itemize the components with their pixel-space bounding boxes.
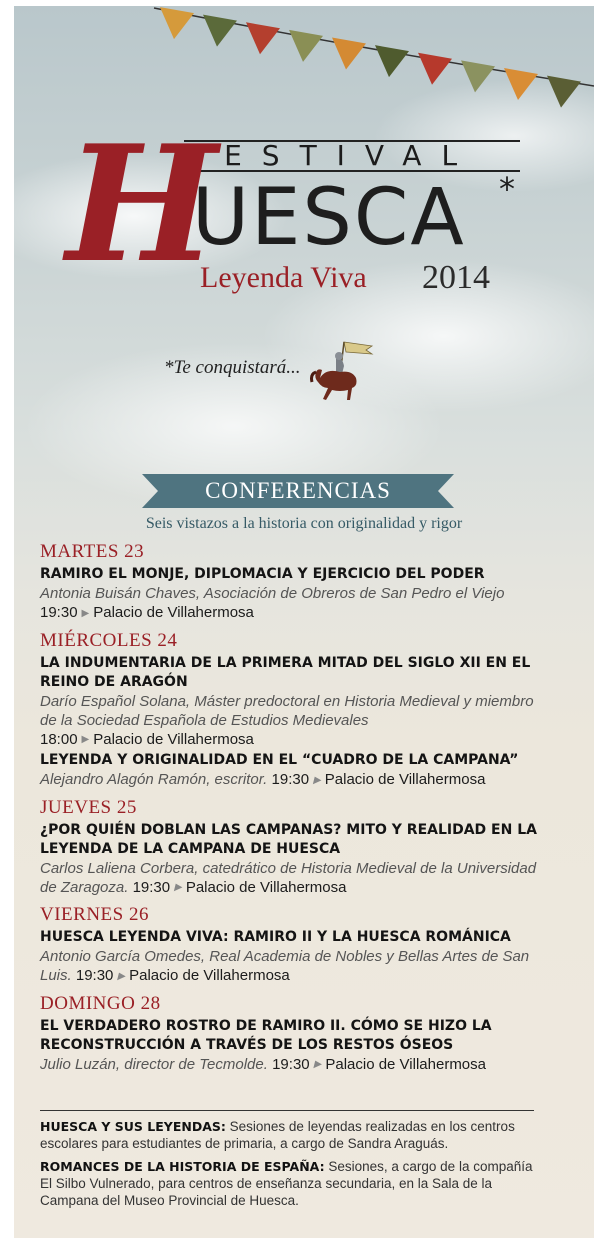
schedule xyxy=(40,534,540,1074)
talk-title: HUESCA LEYENDA VIVA: RAMIRO II Y LA HUESCA ROMÁNICA xyxy=(40,929,511,946)
talk-time: 19:30 xyxy=(272,1055,310,1073)
footer-note-text: Sesiones de leyendas realizadas en los centros escolares para estudiantes de primaria, a cargo de Sandra Araguás. xyxy=(40,1119,515,1151)
knight-on-horse-icon xyxy=(306,338,376,404)
talk-speaker-line xyxy=(40,692,540,730)
arrow-right-icon: ▶ xyxy=(81,734,90,746)
talk-speaker: Alejandro Alagón Ramón, escritor. xyxy=(40,771,268,789)
talk-speaker: Julio Luzán, director de Tecmolde. xyxy=(40,1055,268,1073)
section-subtitle: Seis vistazos a la historia con originalidad y rigor xyxy=(145,515,463,532)
footer-note-text: Sesiones, a cargo de la compañía El Silbo Vulnerado, para centros de enseñanza secundaria, en la Sala de la Campana del Museo Provincial de Huesca. xyxy=(40,1159,533,1208)
talk-time: 19:30 xyxy=(271,771,310,789)
footer-note-heading: ROMANCES DE LA HISTORIA DE ESPAÑA: xyxy=(40,1159,325,1174)
talk-title: RAMIRO EL MONJE, DIPLOMACIA Y EJERCICIO DEL PODER xyxy=(40,566,485,582)
footer-notes xyxy=(40,1118,538,1215)
bunting-flag xyxy=(203,15,237,47)
bunting-flag xyxy=(461,60,495,92)
talk-venue: Palacio de Villahermosa xyxy=(185,878,347,896)
talk-time: 18:00 xyxy=(40,730,78,748)
section-title: CONFERENCIAS xyxy=(205,478,391,503)
tagline: *Te conquistará... xyxy=(164,357,301,378)
arrow-right-icon: ▶ xyxy=(81,607,90,619)
arrow-right-icon: ▶ xyxy=(313,1059,322,1071)
talk-when xyxy=(40,730,540,750)
bunting-flag xyxy=(375,45,409,77)
talk-speaker-line xyxy=(40,859,540,898)
talk-title: EL VERDADERO ROSTRO DE RAMIRO II. CÓMO SE HIZO LA RECONSTRUCCIÓN A TRAVÉS DE LOS RESTOS ÓSEOS xyxy=(40,1017,492,1053)
divider xyxy=(40,1110,534,1111)
talk-speaker: Darío Español Solana, Máster predoctoral en Historia Medieval y miembro de la Sociedad Española de Estudios Medievales xyxy=(40,692,534,729)
arrow-right-icon: ▶ xyxy=(117,970,126,982)
bunting-flag xyxy=(504,68,538,100)
footer-note xyxy=(40,1118,538,1152)
day-heading: MARTES 23 xyxy=(40,541,145,562)
talk-time: 19:30 xyxy=(40,604,78,621)
day-heading: VIERNES 26 xyxy=(40,904,149,926)
talk-when xyxy=(40,603,540,623)
talk-speaker-line xyxy=(40,947,540,986)
leyenda-viva-subtitle: Leyenda Viva xyxy=(200,261,367,294)
talk-venue: Palacio de Villahermosa xyxy=(325,1055,486,1073)
talk-speaker-line xyxy=(40,1055,540,1075)
festival-flyer xyxy=(14,6,594,1238)
day-heading: DOMINGO 28 xyxy=(40,992,161,1014)
talk-venue: Palacio de Villahermosa xyxy=(324,771,486,789)
talk-speaker: Antonio García Omedes, Real Academia de Nobles y Bellas Artes de San Luis. xyxy=(40,948,530,985)
huesca-wordmark: UESCA xyxy=(192,173,466,263)
huesca-initial: H xyxy=(66,110,218,298)
asterisk-mark: * xyxy=(499,170,515,208)
talk-title: ¿POR QUIÉN DOBLAN LAS CAMPANAS? MITO Y REALIDAD EN LA LEYENDA DE LA CAMPANA DE HUESCA xyxy=(40,821,537,857)
talk-speaker: Carlos Laliena Corbera, catedrático de Historia Medieval de la Universidad de Zaragoza. xyxy=(40,859,537,896)
festival-label: FESTIVAL xyxy=(184,140,520,172)
talk-title: LA INDUMENTARIA DE LA PRIMERA MITAD DEL SIGLO XII EN EL REINO DE ARAGÓN xyxy=(40,654,531,690)
day-heading: MIÉRCOLES 24 xyxy=(40,629,178,651)
talk-venue: Palacio de Villahermosa xyxy=(93,604,254,621)
talk-title: LEYENDA Y ORIGINALIDAD EN EL “CUADRO DE LA CAMPANA” xyxy=(40,752,519,769)
talk-time: 19:30 xyxy=(75,967,114,985)
bunting-flag xyxy=(289,30,323,62)
bunting-flag xyxy=(160,7,194,39)
arrow-right-icon: ▶ xyxy=(313,774,321,786)
bunting-flag xyxy=(332,38,366,70)
bunting-flag xyxy=(547,76,581,108)
talk-speaker-line xyxy=(40,770,540,790)
footer-note xyxy=(40,1158,538,1209)
talk-time: 19:30 xyxy=(132,878,171,896)
festival-year: 2014 xyxy=(422,259,490,296)
footer-note-heading: HUESCA Y SUS LEYENDAS: xyxy=(40,1119,226,1134)
talk-speaker-line xyxy=(40,584,540,603)
bunting-flag xyxy=(418,53,452,85)
talk-venue: Palacio de Villahermosa xyxy=(93,730,254,748)
talk-venue: Palacio de Villahermosa xyxy=(129,967,290,985)
talk-speaker: Antonia Buisán Chaves, Asociación de Obreros de San Pedro el Viejo xyxy=(40,585,505,602)
day-heading: JUEVES 25 xyxy=(40,796,137,818)
bunting-flag xyxy=(246,22,280,54)
arrow-right-icon: ▶ xyxy=(174,882,182,894)
